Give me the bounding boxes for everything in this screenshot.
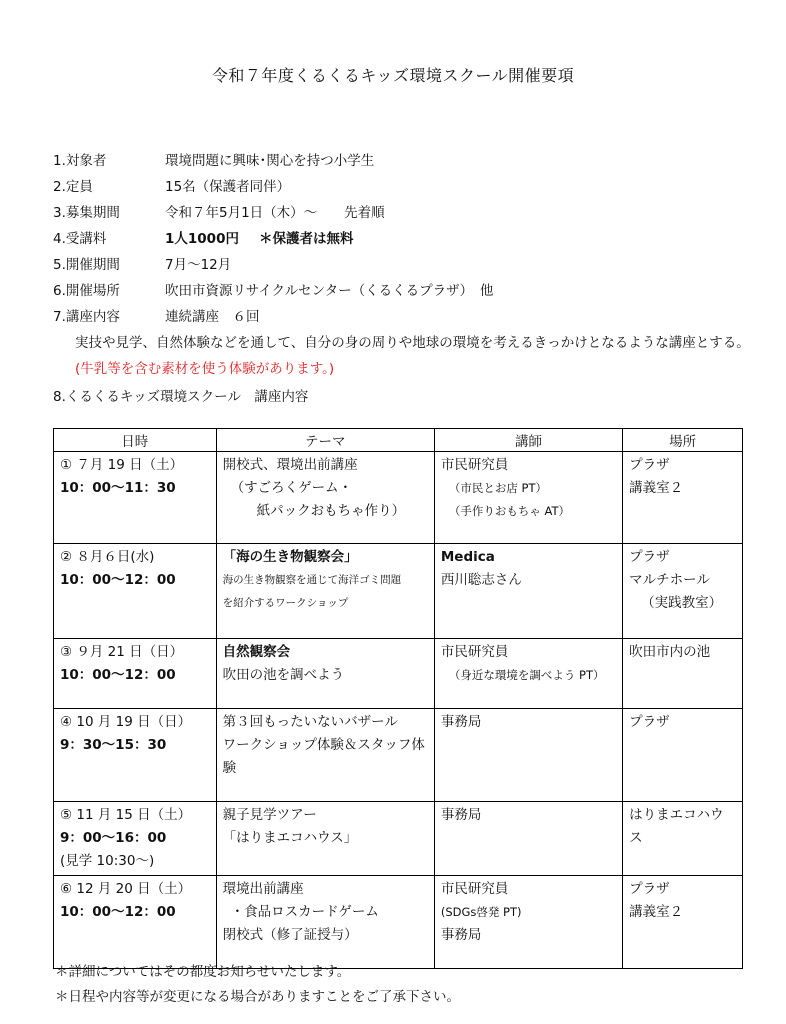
cell-place (623, 639, 743, 709)
requirement-label: 3.募集期間 (53, 205, 120, 221)
instructor-line: 事務局 (440, 807, 482, 823)
header-theme: テーマ (216, 429, 434, 452)
cell-instructor (434, 802, 622, 876)
theme-line: 紙パックおもちゃ作り） (256, 503, 406, 519)
footer-note: ＊日程や内容等が変更になる場合がありますことをご了承下さい。 (55, 989, 460, 1005)
table-row (54, 802, 743, 876)
requirements-list (53, 148, 753, 330)
theme-line: 環境出前講座 (222, 881, 304, 897)
session-date: ② ８月６日(水) (60, 549, 155, 565)
instructor-line: （手作りおもちゃ AT） (448, 504, 571, 518)
header-instructor: 講師 (434, 429, 622, 452)
theme-line: 「はりまエコハウス」 (222, 830, 358, 846)
footer-notes (55, 960, 460, 1010)
instructor-line: (SDGs啓発 PT) (440, 905, 522, 919)
requirement-session-period (53, 252, 753, 278)
section-8-title: 8.くるくるキッズ環境スクール 講座内容 (53, 389, 309, 405)
session-time: 9：30～15：30 (60, 737, 167, 753)
theme-line: 親子見学ツアー (222, 807, 317, 823)
schedule-table (53, 428, 743, 969)
place-line: 吹田市内の池 (629, 644, 711, 660)
place-line: プラザ (629, 457, 670, 473)
session-date: ① ７月 19 日（土） (60, 457, 184, 473)
course-description (75, 330, 755, 382)
cell-place (623, 452, 743, 544)
session-date: ③ ９月 21 日（日） (60, 644, 184, 660)
requirement-label: 5.開催期間 (53, 257, 120, 273)
place-line: プラザ (629, 714, 670, 730)
cell-datetime (54, 876, 217, 969)
cell-theme (216, 876, 434, 969)
instructor-line: 事務局 (440, 927, 482, 943)
description-text: 実技や見学、自然体験などを通して、自分の身の周りや地球の環境を考えるきっかけとなるような講座とする。 (75, 335, 750, 351)
place-line: はりまエコハウス (629, 807, 724, 846)
table-row (54, 544, 743, 639)
cell-instructor (434, 639, 622, 709)
requirement-capacity (53, 174, 753, 200)
requirement-content (53, 304, 753, 330)
requirement-value: 15名（保護者同伴） (165, 179, 291, 195)
session-time: 10：00～11：30 (60, 480, 176, 496)
theme-line: （すごろくゲーム・ (230, 480, 353, 496)
cell-instructor (434, 544, 622, 639)
table-row (54, 639, 743, 709)
cell-theme (216, 452, 434, 544)
requirement-value: 連続講座 ６回 (165, 309, 260, 325)
cell-place (623, 709, 743, 802)
instructor-line: Medica (440, 549, 495, 565)
session-date: ⑤ 11 月 15 日（土） (60, 807, 192, 823)
requirement-value: 7月～12月 (165, 257, 232, 273)
theme-line: ・食品ロスカードゲーム (230, 904, 379, 920)
requirement-value: 吹田市資源リサイクルセンター（くるくるプラザ） 他 (165, 283, 494, 299)
cell-place (623, 544, 743, 639)
theme-line: ワークショップ体験＆スタッフ体験 (222, 737, 425, 776)
cell-datetime (54, 452, 217, 544)
requirement-fee (53, 226, 753, 252)
cell-theme (216, 639, 434, 709)
instructor-line: （市民とお店 PT） (448, 481, 547, 495)
place-line: プラザ (629, 549, 670, 565)
cell-theme (216, 709, 434, 802)
requirement-value: 令和７年5月1日（木）～ 先着順 (165, 205, 385, 221)
theme-line: 閉校式（修了証授与） (222, 927, 358, 943)
cell-instructor (434, 876, 622, 969)
requirement-label: 2.定員 (53, 179, 93, 195)
requirement-label: 7.講座内容 (53, 309, 120, 325)
table-row (54, 709, 743, 802)
instructor-line: （身近な環境を調べよう PT） (448, 668, 605, 682)
session-time: 9：00～16：00 (60, 830, 167, 846)
requirement-label: 1.対象者 (53, 153, 107, 169)
table-header-row (54, 429, 743, 452)
place-line: 講義室２ (629, 904, 684, 920)
place-line: プラザ (629, 881, 670, 897)
session-time: 10：00～12：00 (60, 667, 176, 683)
cell-datetime (54, 802, 217, 876)
cell-theme (216, 544, 434, 639)
requirement-label: 6.開催場所 (53, 283, 120, 299)
instructor-line: 市民研究員 (440, 644, 509, 660)
page-title: 令和７年度くるくるキッズ環境スクール開催要項 (211, 66, 575, 85)
instructor-line: 西川聡志さん (440, 572, 522, 588)
fee-note: ＊保護者は無料 (258, 231, 354, 247)
instructor-line: 市民研究員 (440, 881, 509, 897)
theme-line: 「海の生き物観察会」 (222, 549, 358, 565)
requirement-label: 4.受講料 (53, 231, 107, 247)
allergy-warning: (牛乳等を含む素材を使う体験があります。) (75, 361, 335, 377)
theme-line: 開校式、環境出前講座 (222, 457, 358, 473)
header-place: 場所 (623, 429, 743, 452)
instructor-line: 事務局 (440, 714, 482, 730)
session-date: ⑥ 12 月 20 日（土） (60, 881, 192, 897)
header-datetime: 日時 (54, 429, 217, 452)
cell-place (623, 802, 743, 876)
theme-line: を紹介するワークショップ (222, 597, 349, 609)
place-line: 講義室２ (629, 480, 684, 496)
cell-datetime (54, 544, 217, 639)
session-time: 10：00～12：00 (60, 904, 176, 920)
theme-line: 第３回もったいないバザール (222, 714, 398, 730)
session-time-note: (見学 10:30～) (60, 853, 155, 869)
place-line: （実践教室） (641, 595, 723, 611)
footer-note: ＊詳細についてはその都度お知らせいたします。 (55, 964, 351, 980)
theme-line: 自然観察会 (222, 644, 291, 660)
cell-place (623, 876, 743, 969)
requirement-value (165, 226, 353, 252)
cell-instructor (434, 709, 622, 802)
instructor-line: 市民研究員 (440, 457, 509, 473)
cell-datetime (54, 709, 217, 802)
cell-instructor (434, 452, 622, 544)
requirement-target (53, 148, 753, 174)
cell-theme (216, 802, 434, 876)
theme-line: 吹田の池を調べよう (222, 667, 345, 683)
fee-amount: 1人1000円 (165, 231, 239, 247)
table-row (54, 876, 743, 969)
theme-line: 海の生き物観察を通じて海洋ゴミ問題 (222, 574, 402, 586)
place-line: マルチホール (629, 572, 710, 588)
requirement-period (53, 200, 753, 226)
cell-datetime (54, 639, 217, 709)
session-date: ④ 10 月 19 日（日） (60, 714, 192, 730)
requirement-venue (53, 278, 753, 304)
requirement-value: 環境問題に興味･関心を持つ小学生 (165, 153, 375, 169)
table-row (54, 452, 743, 544)
session-time: 10：00～12：00 (60, 572, 176, 588)
